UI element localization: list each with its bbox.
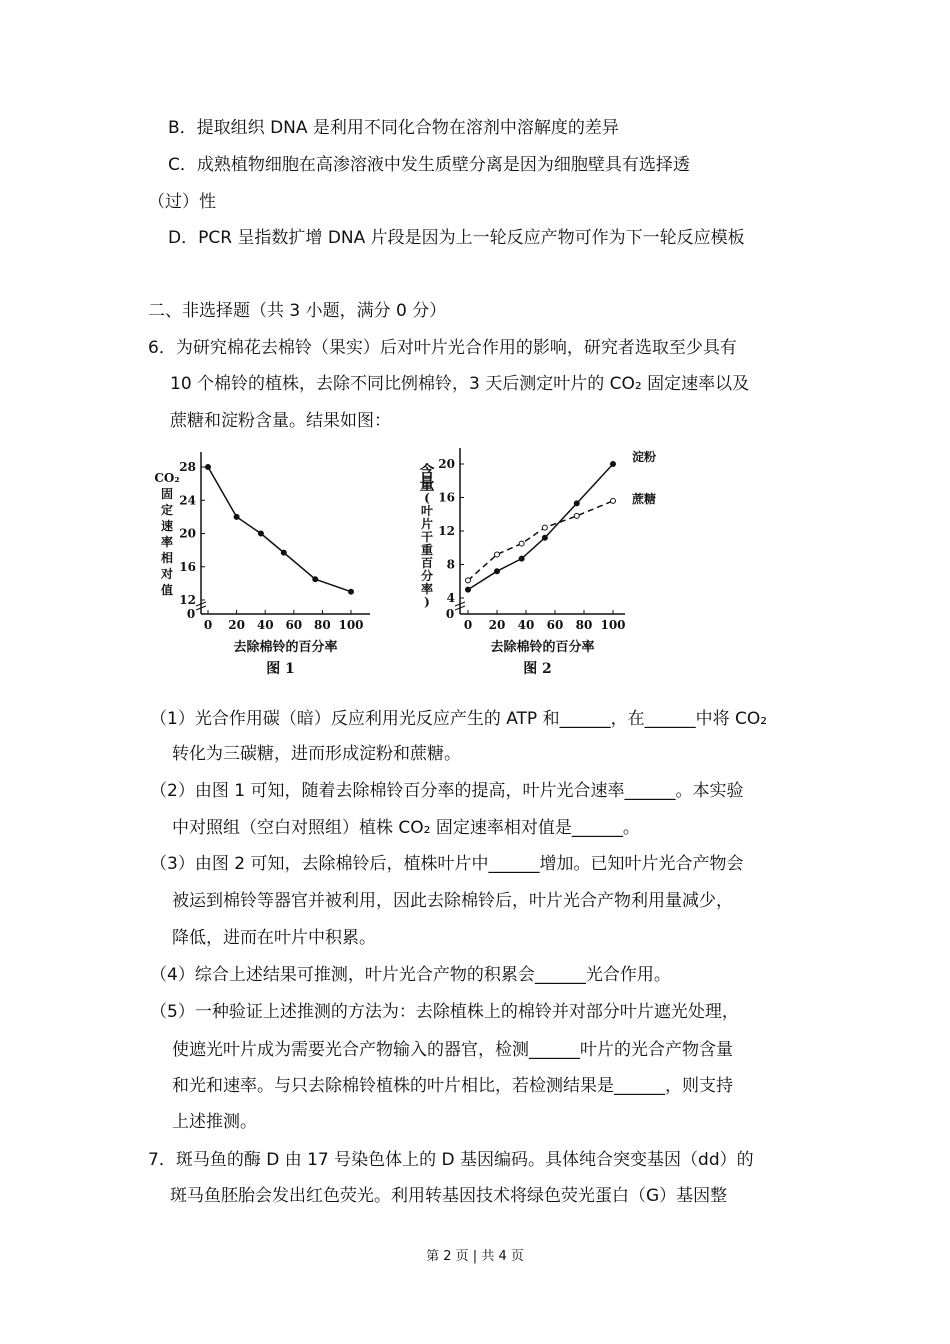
y-axis-label-char: 叶 (420, 504, 434, 518)
y-axis-label-char: 含 (419, 462, 435, 480)
text-line: 10 个棉铃的植株，去除不同比例棉铃，3 天后测定叶片的 CO₂ 固定速率以及 (170, 374, 750, 394)
x-tick-label: 80 (314, 618, 331, 632)
data-point (519, 541, 524, 546)
y-axis-label-char: 重 (420, 543, 434, 557)
data-point (611, 462, 616, 467)
text-line: 被运到棉铃等器官并被利用，因此去除棉铃后，叶片光合产物利用量减少， (172, 891, 733, 911)
text-line: 蔗糖和淀粉含量。结果如图： (170, 411, 391, 431)
y-axis-label-char: 定 (160, 503, 174, 517)
x-tick-label: 20 (228, 618, 245, 632)
y-axis-label-char: 率 (160, 535, 174, 549)
data-point (495, 569, 500, 574)
y-axis-label-char: 对 (160, 567, 174, 581)
text-line: D．PCR 呈指数扩增 DNA 片段是因为上一轮反应产物可作为下一轮反应模板 (168, 228, 745, 248)
data-point (574, 513, 579, 518)
data-point (349, 589, 354, 594)
data-point (466, 578, 471, 583)
y-axis-label-char: 相 (160, 551, 174, 565)
data-point (542, 535, 547, 540)
text-line: （4）综合上述结果可推测，叶片光合产物的积累会______光合作用。 (150, 965, 671, 985)
y-axis-label-char: 固 (160, 487, 174, 501)
data-point (234, 514, 239, 519)
y-axis-label-char: 量 (419, 475, 435, 493)
series-line-淀粉 (468, 464, 613, 590)
y-zero-label: 0 (445, 607, 455, 621)
data-point (574, 501, 579, 506)
text-line: 使遮光叶片成为需要光合产物输入的器官，检测______叶片的光合产物含量 (172, 1040, 733, 1060)
y-tick-label: 20 (179, 526, 196, 541)
y-axis-label-char: 率 (420, 582, 434, 596)
text-line: （2）由图 1 可知，随着去除棉铃百分率的提高，叶片光合速率______。本实验 (150, 781, 744, 801)
figure-caption: 图 1 (266, 661, 295, 677)
y-tick-label: 24 (179, 493, 196, 508)
page-footer: 第 2 页 | 共 4 页 (426, 1249, 524, 1264)
y-axis-label-char: 分 (420, 569, 434, 583)
y-tick-label: 8 (446, 557, 455, 572)
y-axis-label-char: 速 (160, 519, 174, 533)
data-point (542, 525, 547, 530)
x-tick-label: 60 (285, 618, 303, 632)
y-axis-label-char: 片 (420, 517, 434, 531)
x-tick-label: 20 (488, 618, 506, 632)
x-tick-label: 100 (600, 618, 626, 632)
text-line: C．成熟植物细胞在高渗溶液中发生质壁分离是因为细胞壁具有选择透 (168, 155, 690, 175)
x-tick-label: 100 (338, 618, 364, 632)
data-point (281, 550, 286, 555)
figures (140, 440, 700, 690)
y-tick-label: 12 (179, 593, 196, 607)
y-tick-label: 12 (438, 524, 455, 538)
x-tick-label: 40 (256, 618, 274, 632)
series-label: 淀粉 (632, 450, 657, 464)
y-axis-label-char: ) (424, 595, 430, 609)
x-tick-label: 0 (463, 618, 473, 632)
series-line-co2 (208, 467, 351, 592)
y-axis-label-char: 值 (160, 583, 174, 597)
text-line: （1）光合作用碳（暗）反应利用光反应产生的 ATP 和______，在______中将 CO₂ (150, 709, 768, 729)
y-tick-label: 4 (446, 591, 455, 605)
text-line: （过）性 (148, 192, 216, 212)
text-line: （5）一种验证上述推测的方法为：去除植株上的棉铃并对部分叶片遮光处理， (150, 1002, 739, 1022)
y-axis-label-char: 百 (420, 556, 434, 570)
text-line: B．提取组织 DNA 是利用不同化合物在溶剂中溶解度的差异 (168, 118, 619, 138)
data-point (313, 577, 318, 582)
x-axis-label: 去除棉铃的百分率 (233, 640, 338, 655)
figure-caption: 图 2 (523, 661, 552, 677)
text-line: 7．斑马鱼的酶 D 由 17 号染色体上的 D 基因编码。具体纯合突变基因（dd）的 (148, 1150, 754, 1170)
y-tick-label: 20 (438, 457, 455, 471)
y-tick-label: 28 (179, 460, 196, 475)
x-tick-label: 40 (517, 618, 535, 632)
data-point (206, 465, 211, 470)
x-axis-label: 去除棉铃的百分率 (490, 640, 595, 655)
text-line: 6．为研究棉花去棉铃（果实）后对叶片光合作用的影响，研究者选取至少具有 (148, 338, 737, 358)
data-point (519, 556, 524, 561)
text-line: 二、非选择题（共 3 小题，满分 0 分） (148, 301, 447, 321)
series-label: 蔗糖 (632, 491, 657, 506)
data-point (466, 587, 471, 592)
y-axis-label-char: 干 (420, 530, 434, 544)
data-point (495, 552, 500, 557)
data-point (611, 498, 616, 503)
y-zero-label: 0 (186, 607, 196, 621)
x-tick-label: 60 (546, 618, 564, 632)
y-tick-label: 16 (438, 490, 455, 505)
text-line: 中对照组（空白对照组）植株 CO₂ 固定速率相对值是______。 (172, 818, 640, 838)
y-axis-label-char: ( (424, 491, 430, 505)
data-point (258, 531, 263, 536)
text-line: 上述推测。 (172, 1112, 257, 1132)
text-line: 转化为三碳糖，进而形成淀粉和蔗糖。 (172, 744, 461, 764)
text-line: 和光和速率。与只去除棉铃植株的叶片相比，若检测结果是______，则支持 (172, 1076, 733, 1096)
text-line: 斑马鱼胚胎会发出红色荧光。利用转基因技术将绿色荧光蛋白（G）基因整 (170, 1186, 728, 1206)
y-axis-label-char: CO₂ (154, 471, 180, 485)
x-tick-label: 0 (203, 618, 213, 632)
y-tick-label: 16 (179, 559, 196, 574)
text-line: 降低，进而在叶片中积累。 (172, 928, 376, 948)
x-tick-label: 80 (575, 618, 593, 632)
text-line: （3）由图 2 可知，去除棉铃后，植株叶片中______增加。已知叶片光合产物会 (150, 854, 744, 874)
